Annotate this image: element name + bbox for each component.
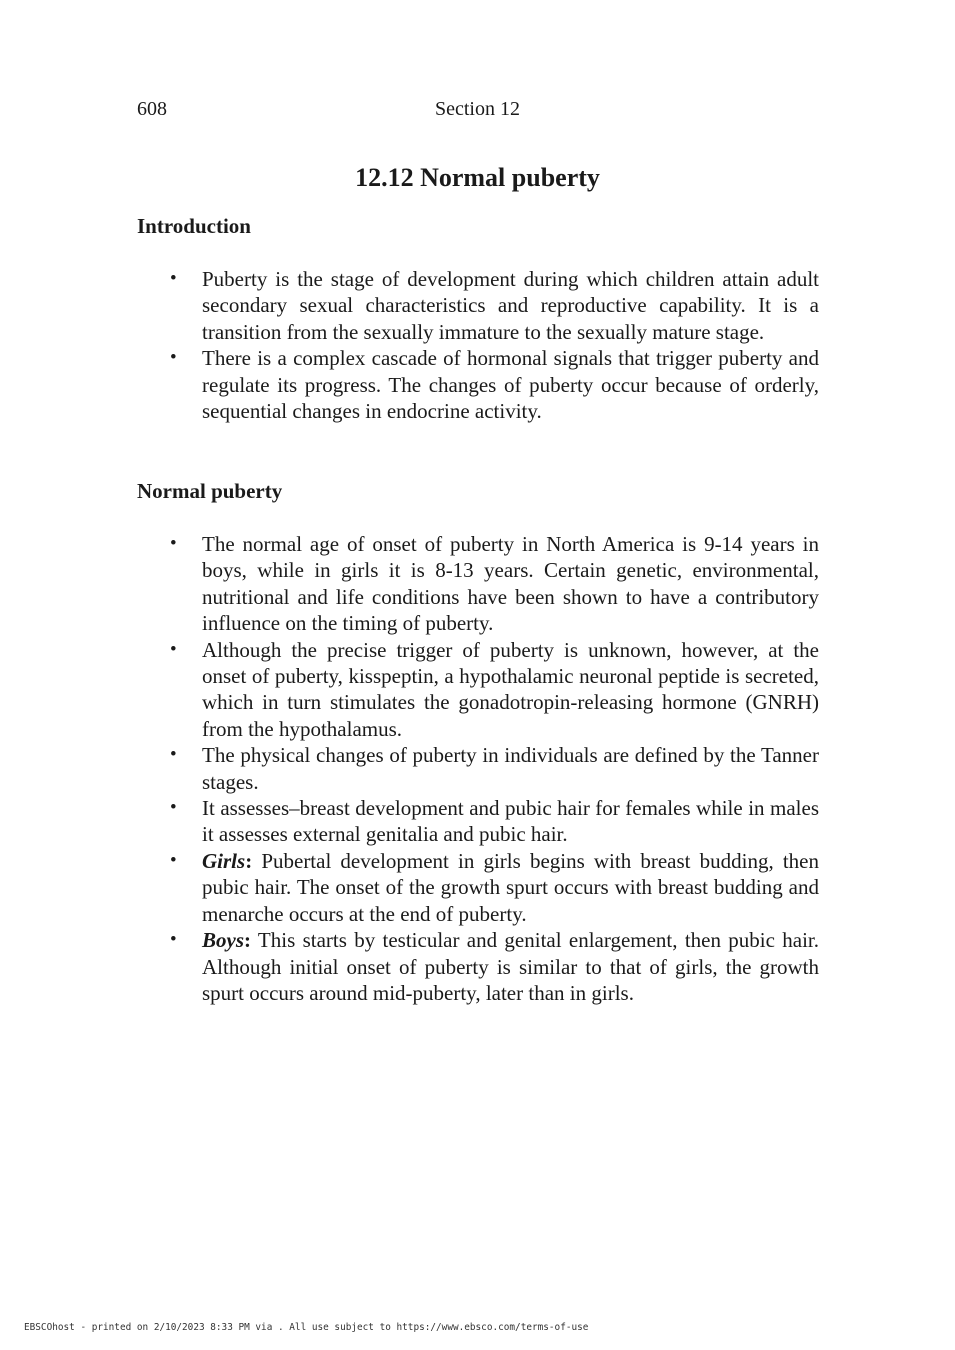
page-title: 12.12 Normal puberty — [355, 163, 600, 192]
boys-label: Boys — [202, 928, 244, 953]
list-item: • Puberty is the stage of development during which children attain adult secondary sexual characteristics and reproductive capability. It is a transition from the sexually immature to the sexually mature stage. — [202, 266, 819, 345]
introduction-bullet-list — [202, 266, 819, 424]
girls-text: Pubertal development in girls begins with breast budding, then pubic hair. The onset of the growth spurt occurs with breast budding and menarche occurs at the end of puberty. — [202, 848, 819, 926]
running-header: Section 12 — [435, 98, 520, 120]
normal-puberty-bullet-list — [202, 531, 819, 1006]
list-item-boys — [202, 927, 819, 1006]
list-item: • The physical changes of puberty in individuals are defined by the Tanner stages. — [202, 742, 819, 795]
boys-text: This starts by testicular and genital enlargement, then pubic hair. Although initial onset of puberty is similar to that of girls, the growth spurt occurs around mid-puberty, later than in girls. — [202, 928, 819, 1005]
list-item: • Although the precise trigger of puberty is unknown, however, at the onset of puberty, kisspeptin, a hypothalamic neuronal peptide is secreted, which in turn stimulates the gonadotropin-releasing hormone (GNRH) from the hypothalamus. — [202, 637, 819, 743]
list-item: • It assesses–breast development and pubic hair for females while in males it assesses external genitalia and pubic hair. — [202, 795, 819, 848]
print-footer: EBSCOhost - printed on 2/10/2023 8:33 PM via . All use subject to https://www.ebsco.com/terms-of-use — [24, 1322, 589, 1333]
list-item: • There is a complex cascade of hormonal signals that trigger puberty and regulate its progress. The changes of puberty occur because of orderly, sequential changes in endocrine activity. — [202, 345, 819, 424]
page-number: 608 — [137, 98, 167, 120]
boys-colon: : — [244, 928, 251, 953]
section-heading-normal-puberty: Normal puberty — [137, 479, 283, 503]
girls-label: Girls — [202, 848, 246, 873]
list-item-girls — [202, 848, 819, 927]
girls-colon: : — [245, 848, 253, 873]
list-item: • The normal age of onset of puberty in North America is 9-14 years in boys, while in girls it is 8-13 years. Certain genetic, environmental, nutritional and life conditions have been shown to have a contributory influence on the timing of puberty. — [202, 531, 819, 637]
section-heading-introduction: Introduction — [137, 214, 251, 238]
